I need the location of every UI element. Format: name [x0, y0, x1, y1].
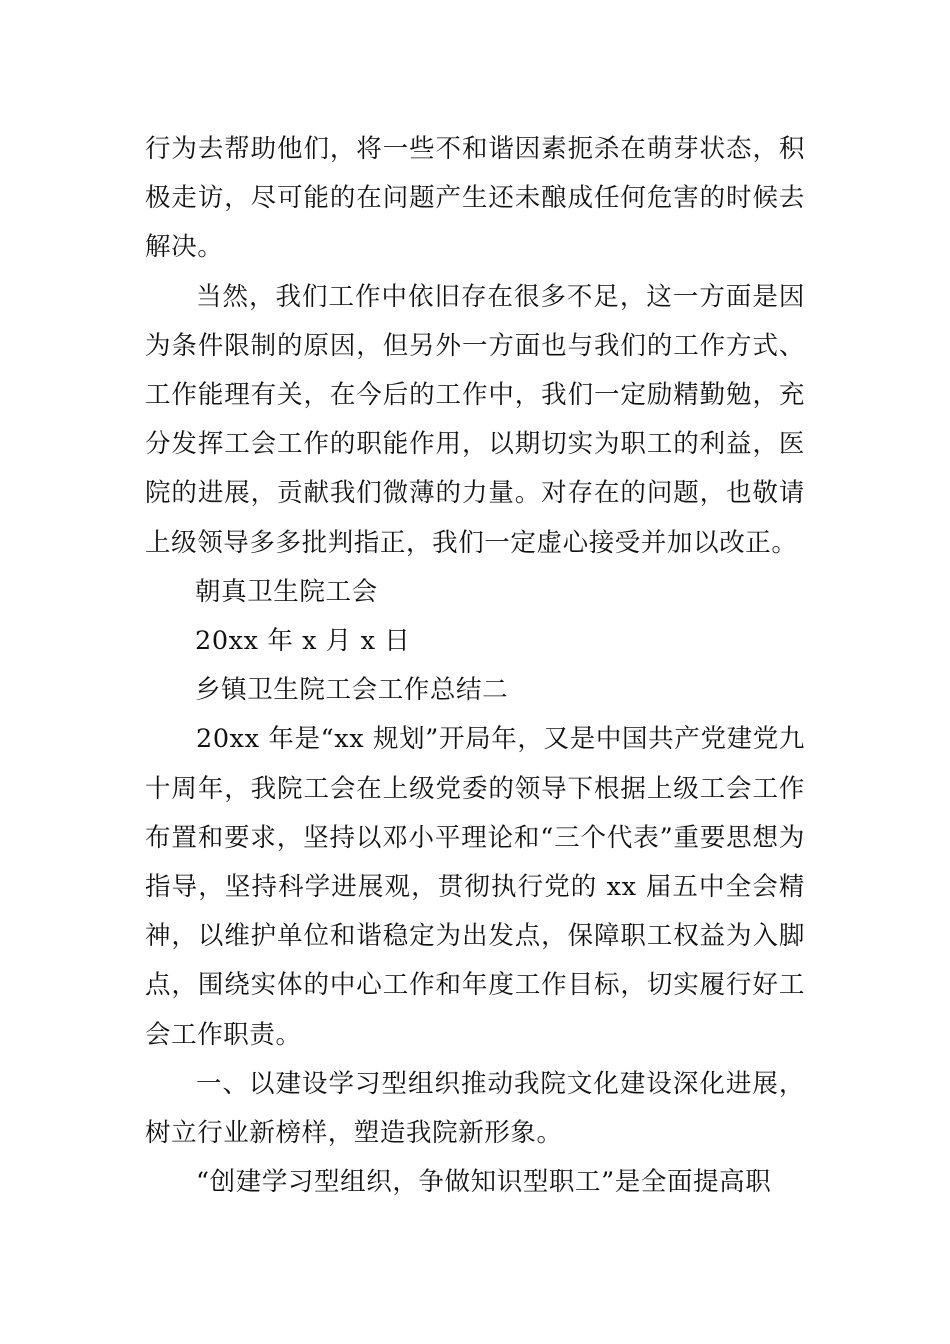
document-body	[145, 125, 805, 1207]
signature-organization: 朝真卫生院工会	[195, 576, 378, 607]
paragraph-heading-one: 一、以建设学习型组织推动我院文化建设深化进展，树立行业新榜样，塑造我院新形象。	[145, 1068, 805, 1149]
paragraph-continuation: 行为去帮助他们，将一些不和谐因素扼杀在萌芽状态，积极走访，尽可能的在问题产生还未酿成任何危害的时候去解决。	[145, 134, 805, 263]
paragraph-shortcomings: 当然，我们工作中依旧存在很多不足，这一方面是因为条件限制的原因，但另外一方面也与我们的工作方式、工作能理有关，在今后的工作中，我们一定励精勤勉，充分发挥工会工作的职能作用，以期切实为职工的利益，医院的进展，贡献我们微薄的力量。对存在的问题，也敬请上级领导多多批判指正，我们一定虚心接受并加以改正。	[145, 281, 805, 558]
paragraph-learning: “创建学习型组织，争做知识型职工”是全面提高职	[196, 1167, 772, 1198]
section-title: 乡镇卫生院工会工作总结二	[195, 675, 509, 706]
signature-date: 20xx 年 x 月 x 日	[195, 626, 411, 657]
paragraph-intro: 20xx 年是“xx 规划”开局年，又是中国共产党建党九十周年，我院工会在上级党委的领导下根据上级工会工作布置和要求，坚持以邓小平理论和“三个代表”重要思想为指导，坚持科学进展观，贯彻执行党的 xx 届五中全会精神，以维护单位和谐稳定为出发点，保障职工权益为入脚点，围绕实体的中心工作和年度工作目标，切实履行好工会工作职责。	[145, 724, 805, 1050]
